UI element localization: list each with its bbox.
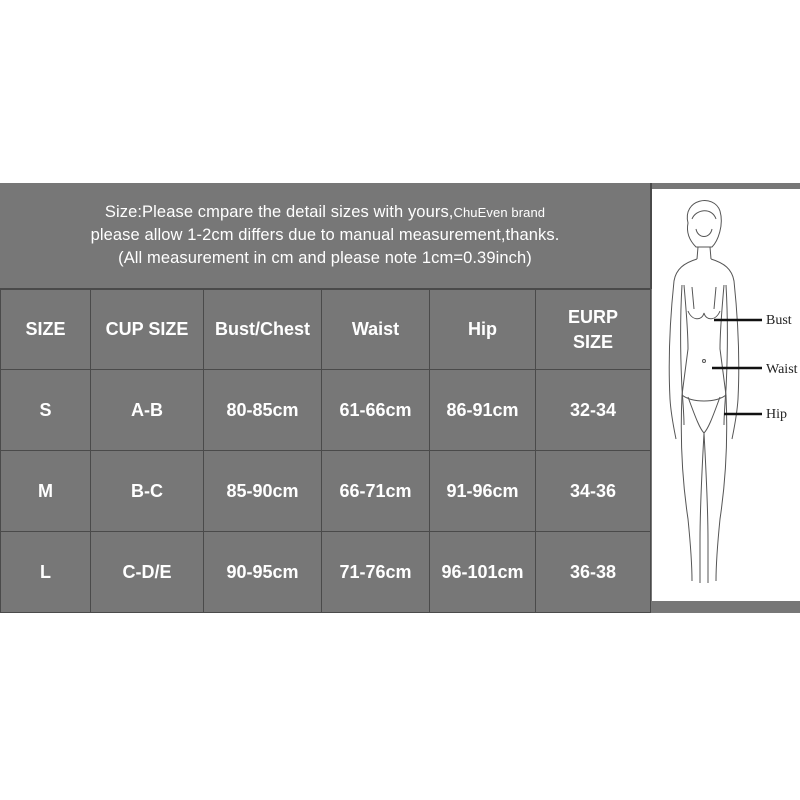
body-silhouette	[669, 201, 739, 583]
header-hip: Hip	[430, 290, 536, 370]
header-bust-chest: Bust/Chest	[204, 290, 322, 370]
table-row	[1, 451, 651, 532]
notice-line-3: (All measurement in cm and please note 1cm=0.39inch)	[118, 249, 532, 267]
table-row	[1, 370, 651, 451]
cell-eurp-size: 36-38	[536, 532, 651, 613]
notice-line-1-main: Size:Please cmpare the detail sizes with yours,	[104, 203, 454, 221]
table-header-row	[1, 290, 651, 370]
cell-size: S	[1, 370, 91, 451]
header-cup-size: CUP SIZE	[91, 290, 204, 370]
cell-hip: 91-96cm	[430, 451, 536, 532]
table-row	[1, 532, 651, 613]
cell-cup-size: B-C	[91, 451, 204, 532]
bust-label: Bust	[766, 313, 792, 328]
cell-waist: 66-71cm	[322, 451, 430, 532]
cell-size: L	[1, 532, 91, 613]
cell-hip: 96-101cm	[430, 532, 536, 613]
notice-line-1	[0, 201, 650, 224]
size-chart	[0, 183, 800, 613]
waist-label: Waist	[766, 362, 798, 377]
size-table	[0, 289, 651, 613]
cell-eurp-size: 32-34	[536, 370, 651, 451]
body-outline-illustration	[652, 189, 800, 601]
header-waist: Waist	[322, 290, 430, 370]
header-size: SIZE	[1, 290, 91, 370]
cell-cup-size: C-D/E	[91, 532, 204, 613]
cell-bust: 80-85cm	[204, 370, 322, 451]
notice-line-2: please allow 1-2cm differs due to manual measurement,thanks.	[90, 226, 560, 244]
cell-size: M	[1, 451, 91, 532]
body-measurement-figure	[652, 189, 800, 601]
cell-bust: 90-95cm	[204, 532, 322, 613]
cell-eurp-size: 34-36	[536, 451, 651, 532]
cell-cup-size: A-B	[91, 370, 204, 451]
header-eurp-size	[536, 290, 651, 370]
hip-label: Hip	[766, 407, 787, 422]
size-notice	[0, 183, 652, 289]
measurement-lines	[712, 320, 762, 414]
cell-waist: 61-66cm	[322, 370, 430, 451]
brand-name: ChuEven brand	[453, 205, 546, 220]
cell-bust: 85-90cm	[204, 451, 322, 532]
cell-hip: 86-91cm	[430, 370, 536, 451]
cell-waist: 71-76cm	[322, 532, 430, 613]
header-eurp-size-text: EURP SIZE	[567, 306, 618, 352]
